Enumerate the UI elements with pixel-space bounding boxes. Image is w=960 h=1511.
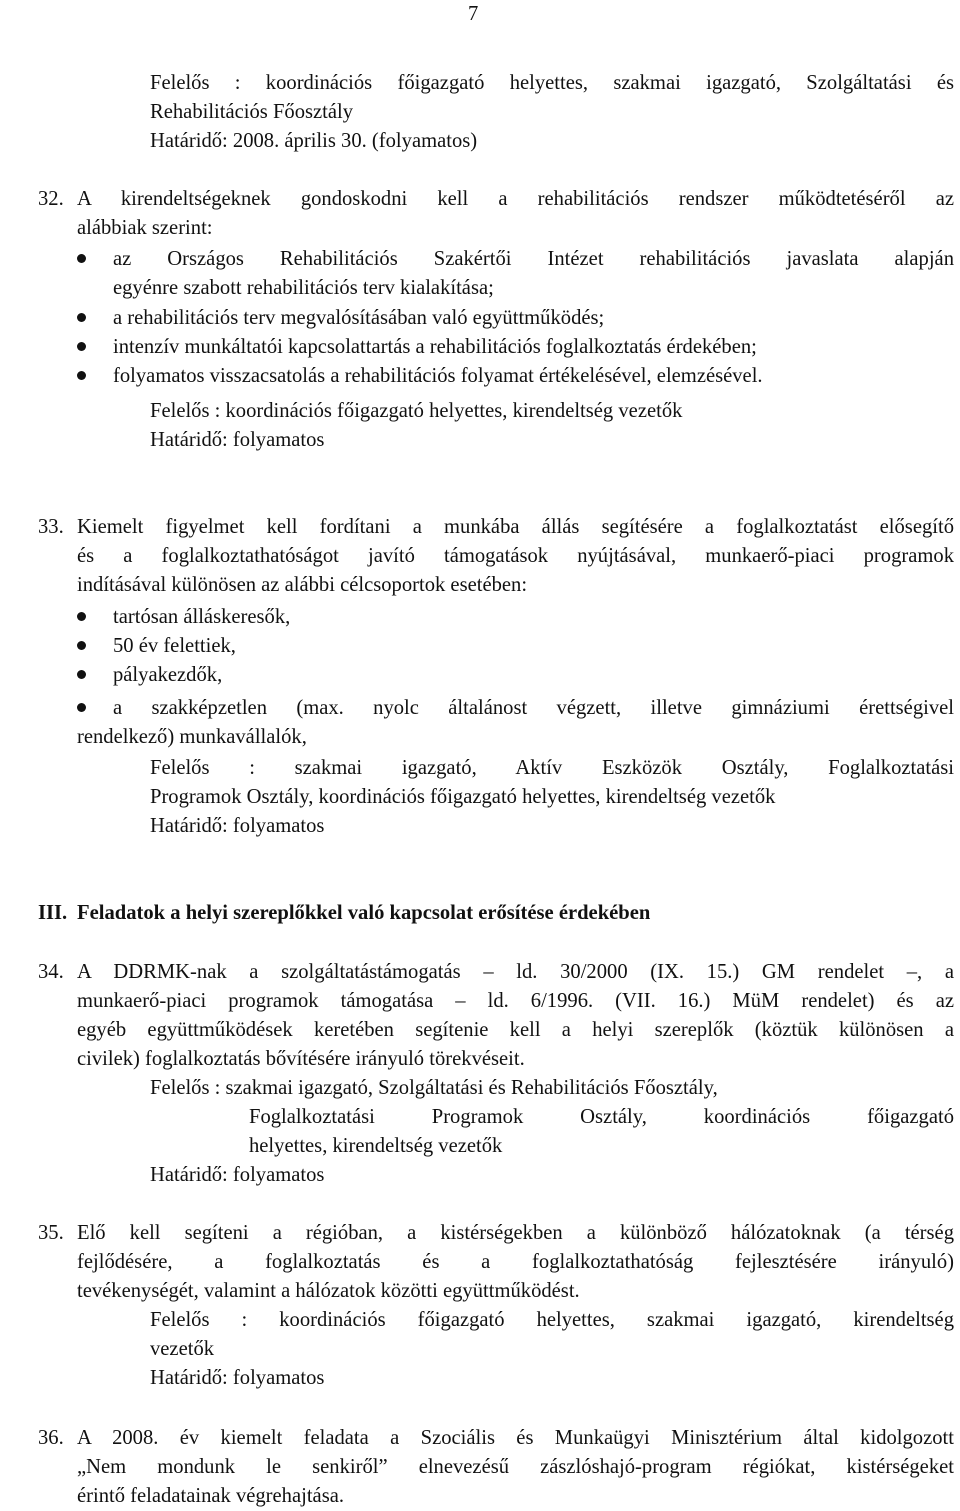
list-item: tartósan álláskeresők, xyxy=(113,606,291,628)
item-number: 32. xyxy=(38,188,64,210)
item-number: 35. xyxy=(38,1222,64,1244)
responsible-line: Felelős : szakmai igazgató, Szolgáltatási és Rehabilitációs Főosztály, xyxy=(150,1077,718,1099)
paragraph-line: érintő feladatainak végrehajtása. xyxy=(77,1485,345,1507)
list-item: az Országos Rehabilitációs Szakértői Intézet rehabilitációs javaslata alapján xyxy=(113,248,954,270)
paragraph-line: tevékenységét, valamint a hálózatok közötti együttműködést. xyxy=(77,1280,580,1302)
responsible-line-continued: Rehabilitációs Főosztály xyxy=(150,101,354,123)
responsible-line: Felelős : szakmai igazgató, Aktív Eszközök Osztály, Foglalkoztatási xyxy=(150,757,954,779)
deadline-line: Határidő: folyamatos xyxy=(150,1367,325,1389)
list-item: folyamatos visszacsatolás a rehabilitációs folyamat értékelésével, elemzésével. xyxy=(113,365,763,387)
item-number: 36. xyxy=(38,1427,64,1449)
bullet-icon xyxy=(77,703,86,712)
section-numeral: III. xyxy=(38,902,68,924)
paragraph-line: A DDRMK-nak a szolgáltatástámogatás – ld. 30/2000 (IX. 15.) GM rendelet –, a xyxy=(77,961,954,983)
list-item: intenzív munkáltatói kapcsolattartás a rehabilitációs foglalkoztatás érdekében; xyxy=(113,336,757,358)
list-item: 50 év felettiek, xyxy=(113,635,236,657)
bullet-icon xyxy=(77,612,86,621)
list-item: a szakképzetlen (max. nyolc általánost végzett, illetve gimnáziumi érettségivel xyxy=(113,697,954,719)
list-item-continued: rendelkező) munkavállalók, xyxy=(77,726,307,748)
list-item: pályakezdők, xyxy=(113,664,223,686)
responsible-line-continued: Foglalkoztatási Programok Osztály, koordinációs főigazgató xyxy=(249,1106,954,1128)
paragraph-line: alábbiak szerint: xyxy=(77,217,213,239)
list-item: a rehabilitációs terv megvalósításában való együttműködés; xyxy=(113,307,605,329)
bullet-icon xyxy=(77,670,86,679)
paragraph-line: „Nem mondunk le senkiről” elnevezésű zászlóshajó-program régiókat, kistérségeket xyxy=(77,1456,954,1478)
paragraph-line: Elő kell segíteni a régióban, a kistérségekben a különböző hálózatoknak (a térség xyxy=(77,1222,954,1244)
paragraph-line: és a foglalkoztathatóságot javító támogatások nyújtásával, munkaerő-piaci programok xyxy=(77,545,954,567)
bullet-icon xyxy=(77,641,86,650)
responsible-line-continued: vezetők xyxy=(150,1338,215,1360)
section-title: Feladatok a helyi szereplőkkel való kapcsolat erősítése érdekében xyxy=(77,902,651,924)
list-item-continued: egyénre szabott rehabilitációs terv kialakítása; xyxy=(113,277,494,299)
page-number: 7 xyxy=(468,3,479,25)
paragraph-line: munkaerő-piaci programok támogatása – ld. 6/1996. (VII. 16.) MüM rendelet) és az xyxy=(77,990,954,1012)
responsible-line-continued: helyettes, kirendeltség vezetők xyxy=(249,1135,503,1157)
bullet-icon xyxy=(77,254,86,263)
bullet-icon xyxy=(77,313,86,322)
bullet-icon xyxy=(77,342,86,351)
deadline-line: Határidő: folyamatos xyxy=(150,429,325,451)
item-number: 34. xyxy=(38,961,64,983)
paragraph-line: fejlődésére, a foglalkoztatás és a foglalkoztathatóság fejlesztésére irányuló) xyxy=(77,1251,954,1273)
paragraph-line: egyéb együttműködések keretében segítenie kell a helyi szereplők (köztük különösen a xyxy=(77,1019,954,1041)
responsible-line: Felelős : koordinációs főigazgató helyettes, szakmai igazgató, kirendeltség xyxy=(150,1309,954,1331)
responsible-line: Felelős : koordinációs főigazgató helyettes, kirendeltség vezetők xyxy=(150,400,683,422)
paragraph-line: A 2008. év kiemelt feladata a Szociális és Munkaügyi Minisztérium által kidolgozott xyxy=(77,1427,954,1449)
paragraph-line: civilek) foglalkoztatás bővítésére irányuló törekvéseit. xyxy=(77,1048,525,1070)
bullet-icon xyxy=(77,371,86,380)
item-number: 33. xyxy=(38,516,64,538)
paragraph-line: Kiemelt figyelmet kell fordítani a munkába állás segítésére a foglalkoztatást elősegítő xyxy=(77,516,954,538)
deadline-line: Határidő: 2008. április 30. (folyamatos) xyxy=(150,130,478,152)
deadline-line: Határidő: folyamatos xyxy=(150,815,325,837)
deadline-line: Határidő: folyamatos xyxy=(150,1164,325,1186)
responsible-line-continued: Programok Osztály, koordinációs főigazgató helyettes, kirendeltség vezetők xyxy=(150,786,776,808)
paragraph-line: A kirendeltségeknek gondoskodni kell a rehabilitációs rendszer működtetéséről az xyxy=(77,188,954,210)
paragraph-line: indításával különösen az alábbi célcsoportok esetében: xyxy=(77,574,528,596)
responsible-line: Felelős : koordinációs főigazgató helyettes, szakmai igazgató, Szolgáltatási és xyxy=(150,72,954,94)
